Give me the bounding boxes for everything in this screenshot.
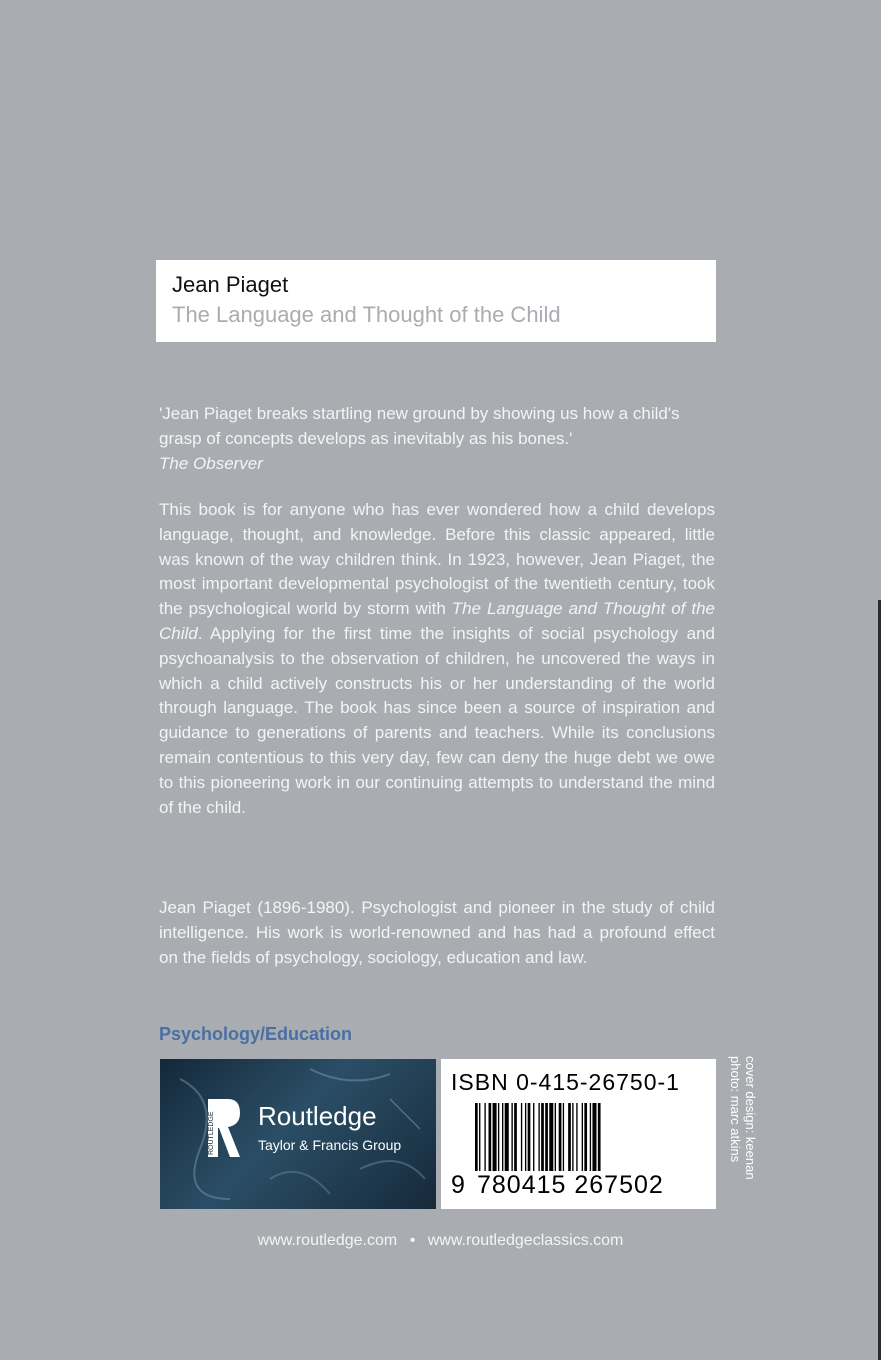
- author-name: Jean Piaget: [172, 272, 289, 297]
- quote-source: The Observer: [159, 453, 263, 473]
- title-panel: [156, 260, 716, 342]
- barcode-panel: [441, 1059, 716, 1209]
- review-quote: [159, 402, 715, 476]
- photo-credit: photo: marc atkins: [728, 1056, 743, 1163]
- website-link-routledgeclassics[interactable]: www.routledgeclassics.com: [427, 1232, 624, 1249]
- publisher-name: Routledge: [258, 1101, 377, 1131]
- book-description: [159, 498, 715, 820]
- footer-separator: •: [409, 1232, 416, 1249]
- credits: [726, 1056, 758, 1211]
- description-title-italic: The Language and Thought of the Child: [159, 599, 715, 643]
- logo-text: ROUTLEDGE: [208, 1111, 215, 1155]
- book-title: The Language and Thought of the Child: [172, 302, 561, 327]
- isbn-number: ISBN 0-415-26750-1: [451, 1069, 680, 1095]
- category-label: Psychology/Education: [159, 1024, 353, 1044]
- quote-text: 'Jean Piaget breaks startling new ground by showing us how a child's grasp of concepts develops as inevitably as his bones.': [159, 404, 680, 448]
- barcode-icon: [475, 1103, 709, 1171]
- cover-design-credit: cover design: keenan: [743, 1056, 758, 1180]
- footer-links: [0, 1232, 881, 1250]
- website-link-routledge[interactable]: www.routledge.com: [257, 1232, 398, 1249]
- texture-background: [160, 1059, 436, 1209]
- ean-first-digit: 9: [451, 1171, 465, 1199]
- description-text-2: . Applying for the first time the insights of social psychology and psychoanalysis to the observation of children, he uncovered the ways in which a child actively constructs his or her understanding of the world through language. The book has since been a source of inspiration and guidance to generations of parents and teachers. While its conclusions remain contentious to this very day, few can deny the huge debt we owe to this pioneering work in our continuing attempts to understand the mind of the child.: [159, 623, 715, 817]
- publisher-group: Taylor & Francis Group: [258, 1137, 402, 1153]
- description-text-1: This book is for anyone who has ever wondered how a child develops language, thought, and knowledge. Before this classic appeared, little was known of the way children think. In 1923, however, Jean Piaget, the most important developmental psychologist of the twentieth century, took the psychological world by storm with: [159, 500, 715, 619]
- author-bio: Jean Piaget (1896-1980). Psychologist and pioneer in the study of child intelligence. His work is world-renowned and has had a profound effect on the fields of psychology, sociology, education and law.: [159, 898, 715, 967]
- routledge-logo-icon: [204, 1097, 244, 1159]
- publisher-panel: [160, 1059, 436, 1209]
- ean-digits: 780415 267502: [477, 1171, 664, 1199]
